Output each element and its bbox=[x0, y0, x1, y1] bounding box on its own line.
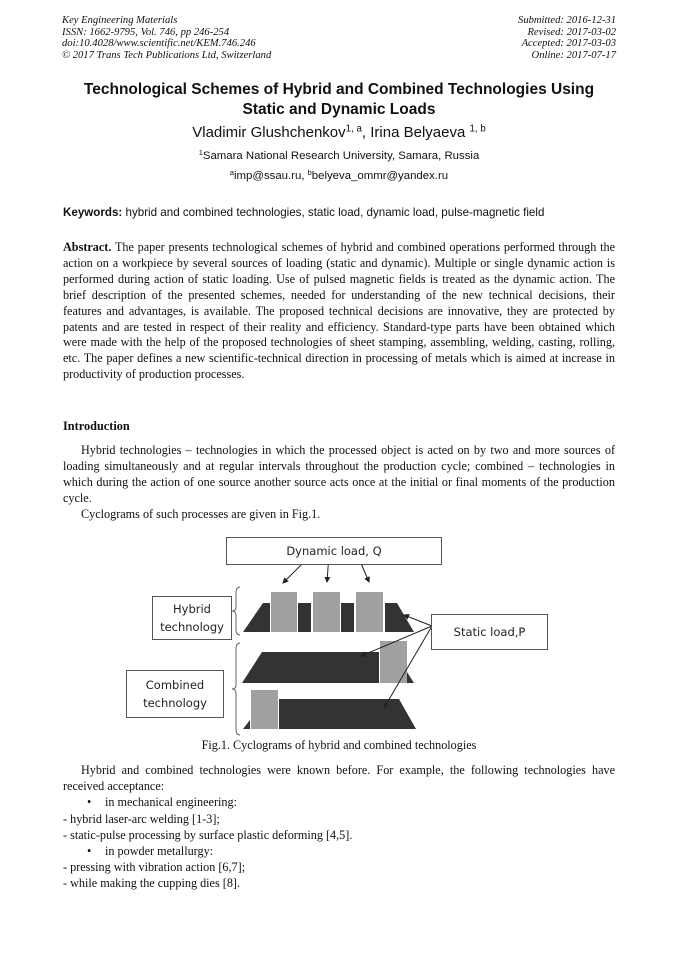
email-superscript: a bbox=[229, 167, 235, 177]
abstract-label: Abstract. bbox=[63, 240, 112, 254]
abstract-text: The paper presents technological schemes of hybrid and combined operations performed through the action on a workpiece by several sources of loading (static and dynamic). Multiple or single dynamic action is performed during action of static loading. Use of pulsed magnetic fields is treated as the dynamic action. The brief description of the presented schemes, needed for understanding of the new technical decisions, their features and advantages, is available. The proposed technical decisions are innovative, they are protected by patents and are tested in respect of their reality and efficiency. Standard-type parts have been obtained which were made with the help of the proposed technologies of sheet stamping, assembling, welding, casting, rolling, etc. The paper defines a new scientific-technical direction in processing of metals which is aimed at increase in productivity of production processes. bbox=[63, 240, 615, 382]
author-name: Irina Belyaeva bbox=[370, 124, 470, 141]
dynamic-pulse-3 bbox=[356, 592, 383, 632]
email-superscript: b bbox=[307, 167, 312, 177]
hybrid-brace bbox=[232, 587, 240, 635]
combined-cyclogram-initial bbox=[243, 690, 416, 729]
email-link[interactable]: belyeva_ommr@yandex.ru bbox=[311, 170, 449, 182]
list-item: - static-pulse processing by surface plastic deforming [4,5]. bbox=[63, 827, 353, 842]
hybrid-label-line1: Hybrid bbox=[173, 602, 211, 616]
static-load-text: Static load,P bbox=[453, 625, 526, 639]
affiliation-superscript: 1 bbox=[198, 147, 203, 157]
bullet-item bbox=[63, 843, 615, 859]
keywords bbox=[63, 205, 617, 221]
journal-info bbox=[62, 15, 271, 61]
dynamic-pulse-2 bbox=[313, 592, 340, 632]
doi: doi:10.4028/www.scientific.net/KEM.746.246 bbox=[62, 38, 256, 50]
list-item: - pressing with vibration action [6,7]; bbox=[63, 860, 246, 875]
submitted-date: Submitted: 2016-12-31 bbox=[518, 15, 616, 26]
intro-paragraph: Hybrid technologies – technologies in which the processed object is acted on by two and more sources of loading simultaneously and at regular intervals throughout the production cycle; combined – technologies in which during the action of one source another source acts once at the initial or final moments of the production cycle. bbox=[63, 443, 615, 505]
hybrid-technology-label bbox=[152, 596, 232, 640]
affiliation-text: Samara National Research University, Samara, Russia bbox=[202, 150, 480, 162]
section-heading-introduction: Introduction bbox=[63, 419, 130, 433]
figure-1-cyclograms bbox=[0, 530, 678, 740]
email-link[interactable]: imp@ssau.ru bbox=[234, 170, 302, 182]
publication-dates bbox=[518, 15, 616, 61]
hybrid-label-line2: technology bbox=[160, 620, 224, 634]
email-separator: , bbox=[301, 170, 308, 182]
copyright: © 2017 Trans Tech Publications Ltd, Switzerland bbox=[62, 49, 272, 61]
title-line-2: Static and Dynamic Loads bbox=[242, 101, 436, 118]
static-load-label bbox=[431, 614, 548, 650]
bullet-text: in powder metallurgy: bbox=[105, 844, 214, 859]
abstract bbox=[63, 240, 615, 383]
body-paragraph: Hybrid and combined technologies were known before. For example, the following technologies have received acceptance: bbox=[63, 763, 615, 794]
figure-caption: Fig.1. Cyclograms of hybrid and combined technologies bbox=[201, 738, 477, 752]
issn-volume: ISSN: 1662-9795, Vol. 746, pp 246-254 bbox=[62, 26, 230, 38]
combined-brace bbox=[232, 643, 240, 735]
list-item: - hybrid laser-arc welding [1-3]; bbox=[63, 811, 220, 826]
hybrid-cyclogram bbox=[243, 592, 414, 632]
list-item: - while making the cupping dies [8]. bbox=[63, 876, 241, 891]
combined-label-line2: technology bbox=[143, 696, 207, 710]
bullet-icon: • bbox=[87, 795, 92, 810]
affiliation bbox=[62, 148, 616, 164]
combined-label-line1: Combined bbox=[145, 678, 205, 692]
author-emails bbox=[62, 168, 616, 184]
online-date: Online: 2017-07-17 bbox=[531, 49, 616, 61]
bullet-text: in mechanical engineering: bbox=[105, 795, 237, 810]
author-separator: , bbox=[361, 124, 371, 141]
combined-cyclogram-final bbox=[242, 641, 414, 683]
author-list bbox=[62, 123, 616, 143]
author-name: Vladimir Glushchenkov bbox=[192, 124, 346, 141]
dynamic-pulse-1 bbox=[271, 592, 297, 632]
bullet-icon: • bbox=[87, 844, 92, 859]
intro-paragraph: Cyclograms of such processes are given in Fig.1. bbox=[81, 507, 321, 521]
bullet-item bbox=[63, 794, 615, 810]
paper-title bbox=[62, 80, 616, 120]
technologies-list-section bbox=[63, 762, 615, 892]
revised-date: Revised: 2017-03-02 bbox=[527, 26, 616, 38]
keywords-label: Keywords: bbox=[63, 206, 123, 219]
dynamic-load-text: Dynamic load, Q bbox=[286, 544, 382, 558]
journal-name: Key Engineering Materials bbox=[62, 15, 178, 26]
introduction-body bbox=[63, 442, 615, 522]
combined-technology-label bbox=[126, 670, 224, 718]
dynamic-load-label bbox=[226, 537, 442, 565]
accepted-date: Accepted: 2017-03-03 bbox=[521, 38, 616, 50]
title-line-1: Technological Schemes of Hybrid and Combined Technologies Using bbox=[83, 81, 595, 98]
keywords-text: hybrid and combined technologies, static load, dynamic load, pulse-magnetic field bbox=[122, 206, 545, 219]
author-superscript: 1, b bbox=[469, 123, 486, 135]
author-superscript: 1, a bbox=[345, 123, 362, 135]
